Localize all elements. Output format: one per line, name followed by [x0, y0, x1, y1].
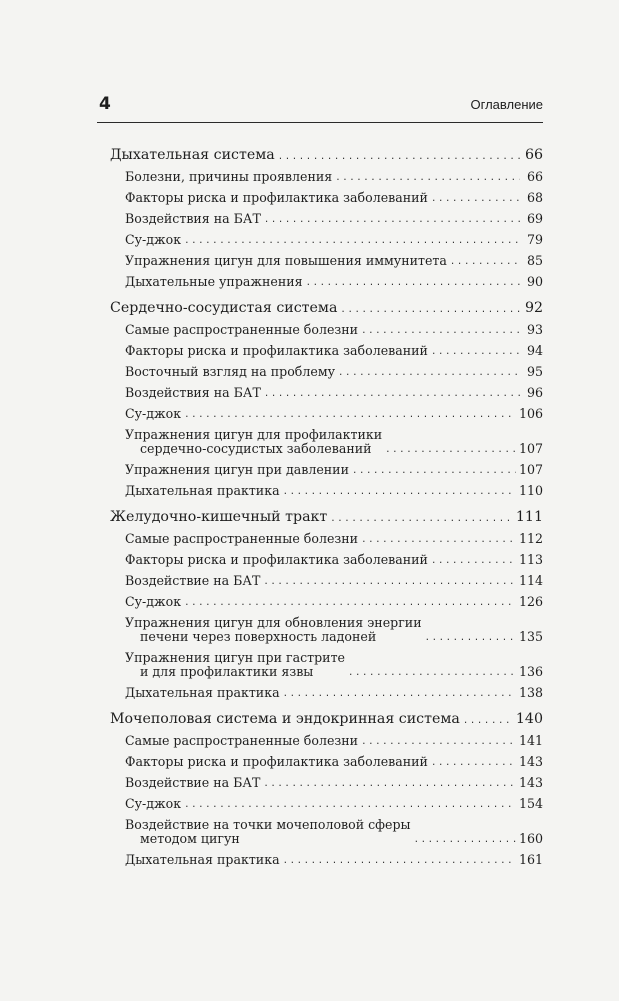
toc-entry: [110, 686, 543, 700]
toc-entry: [110, 233, 543, 247]
toc-section-title: Желудочно-кишечный тракт: [110, 509, 328, 525]
toc-entry-title-line: Воздействие на БАТ: [125, 573, 261, 588]
toc-page-number: 93: [526, 322, 543, 337]
toc-page-number: 92: [524, 300, 543, 316]
toc-section-title: Дыхательная система: [110, 147, 275, 163]
toc-entry-title: [125, 686, 280, 700]
toc-leader-dots: [263, 576, 516, 588]
toc-leader-dots: [263, 778, 516, 790]
toc-entry: [110, 170, 543, 184]
toc-entry-title: [125, 595, 181, 609]
toc-page-number: 90: [526, 274, 543, 289]
toc-leader-dots: [348, 667, 516, 679]
toc-leader-dots: [431, 757, 516, 769]
toc-entry-title: [125, 212, 261, 226]
toc-leader-dots: [278, 151, 520, 163]
toc-section: [110, 509, 543, 700]
toc-entry-title-line: Упражнения цигун при гастрите: [125, 650, 345, 665]
toc-entry-title-continuation: методом цигун: [140, 831, 240, 846]
toc-entry-title: [125, 818, 411, 846]
toc-entry-title-line: Су-джок: [125, 406, 182, 421]
toc-section-heading: [110, 509, 543, 525]
toc-entry-title: [125, 254, 447, 268]
toc-entry-title-line: Факторы риска и профилактика заболеваний: [125, 754, 428, 769]
toc-entry-title: [125, 553, 428, 567]
toc-entry-title: [125, 407, 181, 421]
toc-page-number: 138: [518, 685, 543, 700]
table-of-contents: [110, 147, 543, 878]
toc-section-heading: [110, 711, 543, 727]
toc-page-number: 113: [518, 552, 543, 567]
toc-entry-title: [125, 574, 260, 588]
page-number: 4: [99, 94, 111, 114]
toc-entry-title-line: Упражнения цигун при давлении: [125, 462, 349, 477]
toc-entry-title-line: Упражнения цигун для повышения иммунитета: [125, 253, 447, 268]
toc-entry-title: [125, 853, 280, 867]
toc-leader-dots: [361, 736, 516, 748]
toc-page-number: 111: [515, 509, 543, 525]
toc-leader-dots: [184, 235, 520, 247]
toc-entry-title-line: Воздействия на БАТ: [125, 385, 261, 400]
toc-entry-title: [125, 386, 261, 400]
toc-entry-title: [125, 428, 382, 456]
toc-page-number: 135: [518, 629, 543, 644]
toc-entry-title: [125, 344, 428, 358]
toc-entry: [110, 616, 543, 644]
toc-entry: [110, 818, 543, 846]
toc-entry: [110, 275, 543, 289]
toc-leader-dots: [283, 688, 516, 700]
toc-leader-dots: [340, 304, 520, 316]
toc-entry-title-line: Упражнения цигун для профилактики: [125, 427, 383, 442]
toc-page-number: 68: [526, 190, 543, 205]
toc-leader-dots: [283, 486, 516, 498]
toc-entry-title-line: Су-джок: [125, 232, 182, 247]
toc-page-number: 106: [518, 406, 543, 421]
toc-entry: [110, 254, 543, 268]
toc-entry-title-line: Самые распространенные болезни: [125, 733, 359, 748]
toc-page-number: 154: [518, 796, 543, 811]
toc-entry-title-line: Дыхательная практика: [125, 483, 280, 498]
toc-entry-title: [125, 170, 332, 184]
toc-page-number: 69: [526, 211, 543, 226]
toc-section-title: Сердечно-сосудистая система: [110, 300, 338, 316]
toc-section: [110, 147, 543, 289]
toc-page-number: 143: [518, 775, 543, 790]
toc-entry-title-line: Воздействие на точки мочеполовой сферы: [125, 817, 411, 832]
toc-entry: [110, 463, 543, 477]
toc-entry-title: [125, 651, 345, 679]
toc-entry-title-line: Воздействия на БАТ: [125, 211, 261, 226]
toc-leader-dots: [463, 715, 513, 727]
toc-leader-dots: [283, 855, 516, 867]
toc-leader-dots: [306, 277, 520, 289]
toc-entry-title-line: Самые распространенные болезни: [125, 531, 359, 546]
header-rule: [97, 122, 543, 123]
toc-page-number: 114: [518, 573, 543, 588]
toc-leader-dots: [184, 799, 516, 811]
toc-entry-title-line: Су-джок: [125, 796, 182, 811]
toc-page-number: 161: [518, 852, 543, 867]
toc-leader-dots: [361, 325, 520, 337]
toc-entry: [110, 484, 543, 498]
toc-entry: [110, 553, 543, 567]
toc-page-number: 107: [518, 441, 543, 456]
toc-entry: [110, 323, 543, 337]
toc-entry-title-line: Болезни, причины проявления: [125, 169, 333, 184]
toc-page-number: 143: [518, 754, 543, 769]
toc-entry: [110, 776, 543, 790]
toc-page-number: 66: [526, 169, 543, 184]
toc-entry-title-line: Воздействие на БАТ: [125, 775, 261, 790]
toc-page-number: 110: [518, 483, 543, 498]
toc-leader-dots: [330, 513, 513, 525]
toc-page-number: 94: [526, 343, 543, 358]
toc-page-number: 95: [526, 364, 543, 379]
toc-entry-title: [125, 734, 358, 748]
toc-entry-title: [125, 233, 181, 247]
toc-entry-title-line: Су-джок: [125, 594, 182, 609]
toc-entry-title-continuation: сердечно-сосудистых заболеваний: [140, 441, 372, 456]
toc-entry-title: [125, 532, 358, 546]
toc-page-number: 107: [518, 462, 543, 477]
toc-entry-title-continuation: печени через поверхность ладоней: [140, 629, 377, 644]
toc-page-number: 96: [526, 385, 543, 400]
toc-entry-title: [125, 275, 303, 289]
toc-entry-title-line: Восточный взгляд на проблему: [125, 364, 336, 379]
toc-entry: [110, 797, 543, 811]
toc-page-number: 160: [518, 831, 543, 846]
toc-entry-title-line: Факторы риска и профилактика заболеваний: [125, 343, 428, 358]
toc-section-title: Мочеполовая система и эндокринная система: [110, 711, 460, 727]
toc-leader-dots: [450, 256, 520, 268]
toc-entry: [110, 386, 543, 400]
toc-entry: [110, 595, 543, 609]
toc-entry-title: [125, 755, 428, 769]
toc-entry-title-line: Факторы риска и профилактика заболеваний: [125, 552, 428, 567]
toc-leader-dots: [431, 193, 520, 205]
toc-leader-dots: [184, 409, 516, 421]
toc-leader-dots: [184, 597, 516, 609]
toc-page-number: 136: [518, 664, 543, 679]
toc-entry: [110, 574, 543, 588]
toc-entry: [110, 532, 543, 546]
toc-section-heading: [110, 300, 543, 316]
toc-section: [110, 711, 543, 867]
toc-leader-dots: [361, 534, 516, 546]
toc-leader-dots: [431, 346, 520, 358]
toc-entry-title: [125, 191, 428, 205]
toc-section: [110, 300, 543, 498]
toc-entry-title-line: Упражнения цигун для обновления энергии: [125, 615, 422, 630]
toc-entry-title: [125, 323, 358, 337]
toc-entry-title: [125, 776, 260, 790]
toc-entry: [110, 191, 543, 205]
toc-leader-dots: [264, 214, 520, 226]
toc-entry-title: [125, 365, 335, 379]
toc-entry-title: [125, 797, 181, 811]
running-head: Оглавление: [470, 97, 543, 112]
toc-leader-dots: [352, 465, 516, 477]
toc-leader-dots: [431, 555, 516, 567]
toc-leader-dots: [338, 367, 520, 379]
toc-page-number: 140: [515, 711, 543, 727]
toc-page-number: 126: [518, 594, 543, 609]
toc-leader-dots: [414, 834, 516, 846]
toc-entry-title-line: Самые распространенные болезни: [125, 322, 359, 337]
toc-entry-title: [125, 616, 422, 644]
toc-leader-dots: [425, 632, 516, 644]
toc-page-number: 66: [524, 147, 543, 163]
toc-entry-title: [125, 484, 280, 498]
toc-entry-title-continuation: и для профилактики язвы: [140, 664, 314, 679]
toc-entry: [110, 344, 543, 358]
toc-entry: [110, 212, 543, 226]
toc-entry-title: [125, 463, 349, 477]
toc-section-heading: [110, 147, 543, 163]
toc-page-number: 112: [518, 531, 543, 546]
toc-entry-title-line: Дыхательная практика: [125, 852, 280, 867]
toc-page-number: 79: [526, 232, 543, 247]
toc-entry-title-line: Факторы риска и профилактика заболеваний: [125, 190, 428, 205]
toc-entry: [110, 651, 543, 679]
toc-page-number: 141: [518, 733, 543, 748]
toc-entry: [110, 755, 543, 769]
toc-entry-title-line: Дыхательная практика: [125, 685, 280, 700]
toc-leader-dots: [264, 388, 520, 400]
toc-leader-dots: [385, 444, 516, 456]
toc-entry-title-line: Дыхательные упражнения: [125, 274, 303, 289]
toc-entry: [110, 407, 543, 421]
toc-entry: [110, 365, 543, 379]
toc-page-number: 85: [526, 253, 543, 268]
toc-leader-dots: [335, 172, 520, 184]
toc-entry: [110, 734, 543, 748]
toc-entry: [110, 853, 543, 867]
toc-entry: [110, 428, 543, 456]
